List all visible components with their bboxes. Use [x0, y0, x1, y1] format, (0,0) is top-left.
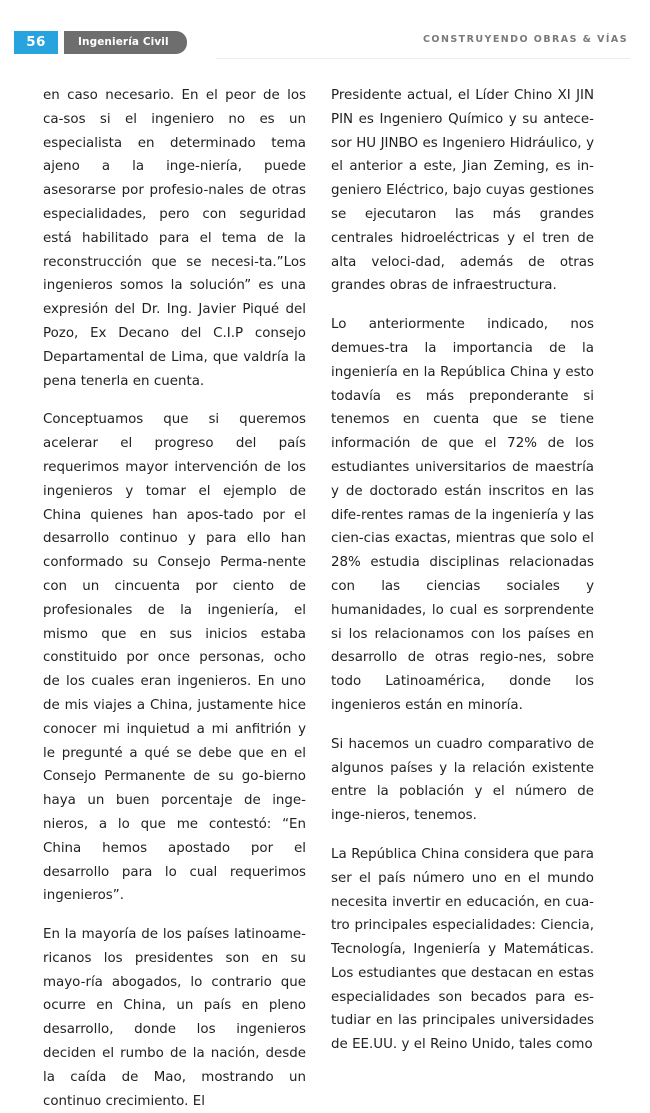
paragraph: Lo anteriormente indicado, nos demues-tra la importancia de la ingeniería en la República China y esto todavía es más preponderante si tenemos en cuenta que se tiene información de que el 72% de los estudiantes universitarios de maestría y de doctorado están inscritos en las dife-rentes ramas de la ingeniería y las cien-cias exactas, mientras que solo el 28% estudia disciplinas relacionadas con las ciencias sociales y humanidades, lo cual es sorprendente si los relacionamos con los países en desarrollo de otras regio-nes, sobre todo Latinoamérica, donde los ingenieros están en minoría.	[331, 317, 594, 713]
right-column	[331, 84, 594, 1057]
paragraph: Conceptuamos que si queremos acelerar el progreso del país requerimos mayor intervención de los ingenieros y tomar el ejemplo de China quienes han apos-tado por el desarrollo continuo y para ello han conformado su Consejo Perma-nente con un cincuenta por ciento de profesionales de la ingeniería, el mismo que en sus inicios estaba constituido por once personas, ocho de los cuales eran ingenieros. En uno de mis viajes a China, justamente hice conocer mi inquietud a mi anfitrión y le pregunté a qué se debe que en el Consejo Permanente de su go-bierno haya un buen porcentaje de inge-nieros, a lo que me contestó: “En China hemos apostado por el desarrollo para lo cual requerimos ingenieros”.	[43, 412, 306, 904]
paragraph: Si hacemos un cuadro comparativo de algunos países y la relación existente entre la población y el número de inge-nieros, tenemos.	[331, 736, 594, 824]
section-tab-label: Ingeniería Civil	[64, 31, 187, 54]
left-column	[43, 84, 306, 1113]
paragraph: en caso necesario. En el peor de los ca-sos si el ingeniero no es un especialista en determinado tema ajeno a la inge-niería, puede asesorarse por profesio-nales de otras especialidades, pero con seguridad está habilitado para el tema de la reconstrucción que se necesi-ta.”Los ingenieros somos la solución” es una expresión del Dr. Ing. Javier Piqué del Pozo, Ex Decano del C.I.P consejo Departamental de Lima, que valdría la pena tenerla en cuenta.	[43, 88, 306, 389]
page-number: 56	[14, 31, 58, 54]
paragraph: La República China considera que para ser el país número uno en el mundo necesita invertir en educación, en cua-tro principales especialidades: Ciencia, Tecnología, Ingeniería y Matemáticas. Los estudiantes que destacan en estas especialidades son becados para es-tudiar en las principales universidades de EE.UU. y el Reino Unido, tales como	[331, 846, 594, 1053]
header-left-group	[14, 31, 187, 54]
header-divider	[216, 58, 630, 59]
page-header	[0, 0, 650, 72]
paragraph: En la mayoría de los países latinoame-ricanos los presidentes son en su mayo-ría abogados, lo contrario que ocurre en China, un país en pleno desarrollo, donde los ingenieros deciden el rumbo de la nación, desde la caída de Mao, mostrando un continuo crecimiento. El	[43, 927, 306, 1109]
publication-title: CONSTRUYENDO OBRAS & VÍAS	[423, 34, 628, 45]
paragraph: Presidente actual, el Líder Chino XI JIN PIN es Ingeniero Químico y su antece-sor HU JINBO es Ingeniero Hidráulico, y el anterior a este, Jian Zeming, es in-geniero Eléctrico, bajo cuyas gestiones se ejecutaron las más grandes centrales hidroeléctricas y el tren de alta veloci-dad, además de otras grandes obras de infraestructura.	[331, 88, 594, 294]
